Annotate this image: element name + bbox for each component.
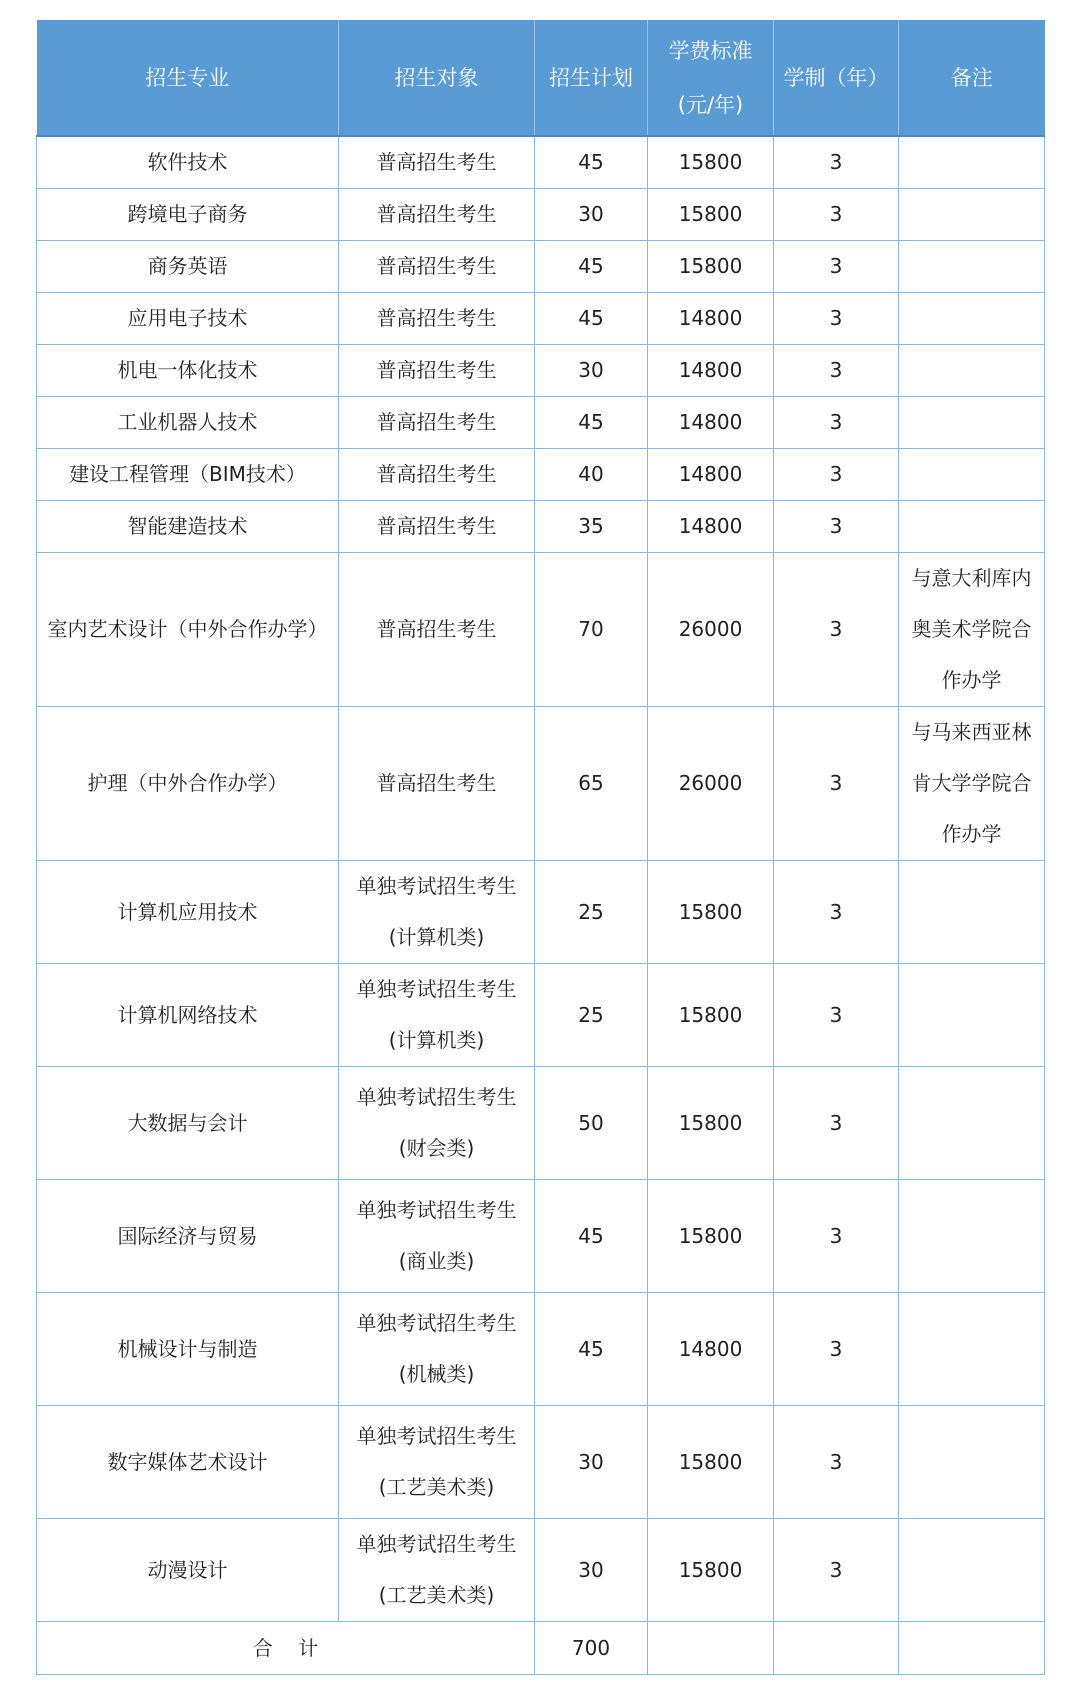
remark-line: 作办学 <box>941 668 1002 692</box>
target-cell <box>339 293 535 345</box>
header-plan: 招生计划 <box>535 20 648 136</box>
plan-cell: 50 <box>535 1067 648 1180</box>
plan-cell: 45 <box>535 136 648 189</box>
fee-cell: 15800 <box>648 861 774 964</box>
table-row <box>37 397 1045 449</box>
remark-line: 奥美术学院合 <box>911 617 1032 641</box>
target-line: 普高招生考生 <box>376 462 497 486</box>
total-label: 合 计 <box>37 1622 535 1675</box>
remark-cell <box>899 707 1045 861</box>
header-row <box>37 20 1045 136</box>
target-line: 单独考试招生考生 <box>356 977 517 1001</box>
fee-cell: 26000 <box>648 707 774 861</box>
target-cell <box>339 707 535 861</box>
header-fee-line2: (元/年) <box>677 92 744 117</box>
table-row <box>37 1067 1045 1180</box>
target-line: (计算机类) <box>388 925 485 949</box>
duration-cell: 3 <box>774 964 899 1067</box>
table-row <box>37 293 1045 345</box>
fee-cell: 26000 <box>648 553 774 707</box>
duration-cell: 3 <box>774 1180 899 1293</box>
plan-cell: 70 <box>535 553 648 707</box>
plan-cell: 45 <box>535 293 648 345</box>
plan-cell: 25 <box>535 861 648 964</box>
fee-cell: 15800 <box>648 1180 774 1293</box>
table-row <box>37 1293 1045 1406</box>
target-line: 普高招生考生 <box>376 150 497 174</box>
target-cell <box>339 1406 535 1519</box>
duration-cell: 3 <box>774 1067 899 1180</box>
target-line: 单独考试招生考生 <box>356 1532 517 1556</box>
header-remark: 备注 <box>899 20 1045 136</box>
remark-cell <box>899 1293 1045 1406</box>
duration-cell: 3 <box>774 189 899 241</box>
target-cell <box>339 1519 535 1622</box>
major-cell: 应用电子技术 <box>37 293 339 345</box>
plan-cell: 40 <box>535 449 648 501</box>
fee-cell: 14800 <box>648 397 774 449</box>
duration-cell: 3 <box>774 1406 899 1519</box>
remark-line: 与马来西亚林 <box>911 720 1032 744</box>
remark-cell <box>899 1180 1045 1293</box>
remark-cell <box>899 501 1045 553</box>
target-line: 普高招生考生 <box>376 306 497 330</box>
major-cell: 机电一体化技术 <box>37 345 339 397</box>
major-cell: 室内艺术设计（中外合作办学） <box>37 553 339 707</box>
fee-cell: 14800 <box>648 345 774 397</box>
fee-cell: 15800 <box>648 189 774 241</box>
total-remark <box>899 1622 1045 1675</box>
duration-cell: 3 <box>774 345 899 397</box>
fee-cell: 14800 <box>648 293 774 345</box>
target-line: 普高招生考生 <box>376 514 497 538</box>
target-line: 普高招生考生 <box>376 358 497 382</box>
target-cell <box>339 397 535 449</box>
header-fee-line1: 学费标准 <box>668 38 753 63</box>
target-cell <box>339 553 535 707</box>
target-cell <box>339 1067 535 1180</box>
target-cell <box>339 241 535 293</box>
major-cell: 智能建造技术 <box>37 501 339 553</box>
table-row <box>37 449 1045 501</box>
target-line: (商业类) <box>398 1249 475 1273</box>
table-row <box>37 553 1045 707</box>
target-cell <box>339 449 535 501</box>
target-cell <box>339 1293 535 1406</box>
plan-cell: 30 <box>535 1406 648 1519</box>
remark-cell <box>899 964 1045 1067</box>
total-fee <box>648 1622 774 1675</box>
table-row <box>37 1406 1045 1519</box>
target-line: 普高招生考生 <box>376 410 497 434</box>
target-line: 普高招生考生 <box>376 202 497 226</box>
target-line: 单独考试招生考生 <box>356 1311 517 1335</box>
plan-cell: 30 <box>535 189 648 241</box>
target-line: (机械类) <box>398 1362 475 1386</box>
remark-cell <box>899 1519 1045 1622</box>
fee-cell: 14800 <box>648 1293 774 1406</box>
table-row <box>37 707 1045 861</box>
fee-cell: 14800 <box>648 449 774 501</box>
major-cell: 护理（中外合作办学） <box>37 707 339 861</box>
major-cell: 建设工程管理（BIM技术） <box>37 449 339 501</box>
table-row <box>37 189 1045 241</box>
remark-cell <box>899 1067 1045 1180</box>
remark-cell <box>899 241 1045 293</box>
major-cell: 跨境电子商务 <box>37 189 339 241</box>
target-cell <box>339 189 535 241</box>
remark-cell <box>899 861 1045 964</box>
major-cell: 动漫设计 <box>37 1519 339 1622</box>
table-row <box>37 345 1045 397</box>
major-cell: 国际经济与贸易 <box>37 1180 339 1293</box>
target-line: 单独考试招生考生 <box>356 1085 517 1109</box>
target-cell <box>339 861 535 964</box>
duration-cell: 3 <box>774 1293 899 1406</box>
target-line: (财会类) <box>398 1136 475 1160</box>
fee-cell: 15800 <box>648 1519 774 1622</box>
remark-line: 作办学 <box>941 822 1002 846</box>
major-cell: 软件技术 <box>37 136 339 189</box>
fee-cell: 15800 <box>648 964 774 1067</box>
remark-cell <box>899 136 1045 189</box>
fee-cell: 15800 <box>648 1067 774 1180</box>
fee-cell: 15800 <box>648 241 774 293</box>
remark-cell <box>899 397 1045 449</box>
duration-cell: 3 <box>774 553 899 707</box>
major-cell: 工业机器人技术 <box>37 397 339 449</box>
target-cell <box>339 964 535 1067</box>
header-target: 招生对象 <box>339 20 535 136</box>
table-row <box>37 1180 1045 1293</box>
duration-cell: 3 <box>774 293 899 345</box>
plan-cell: 45 <box>535 397 648 449</box>
target-line: 普高招生考生 <box>376 617 497 641</box>
plan-cell: 45 <box>535 1180 648 1293</box>
header-duration: 学制（年） <box>774 20 899 136</box>
remark-cell <box>899 449 1045 501</box>
total-row <box>37 1622 1045 1675</box>
target-cell <box>339 345 535 397</box>
table-row <box>37 501 1045 553</box>
target-cell <box>339 136 535 189</box>
target-line: (计算机类) <box>388 1028 485 1052</box>
duration-cell: 3 <box>774 241 899 293</box>
plan-cell: 45 <box>535 241 648 293</box>
major-cell: 商务英语 <box>37 241 339 293</box>
duration-cell: 3 <box>774 397 899 449</box>
target-line: 单独考试招生考生 <box>356 1424 517 1448</box>
header-fee <box>648 20 774 136</box>
table-row <box>37 136 1045 189</box>
remark-line: 与意大利库内 <box>911 566 1032 590</box>
table-row <box>37 964 1045 1067</box>
duration-cell: 3 <box>774 501 899 553</box>
admissions-table <box>36 20 1045 1675</box>
remark-cell <box>899 345 1045 397</box>
total-duration <box>774 1622 899 1675</box>
major-cell: 数字媒体艺术设计 <box>37 1406 339 1519</box>
target-line: (工艺美术类) <box>378 1583 495 1607</box>
target-line: 普高招生考生 <box>376 254 497 278</box>
table-row <box>37 241 1045 293</box>
target-line: 单独考试招生考生 <box>356 1198 517 1222</box>
major-cell: 机械设计与制造 <box>37 1293 339 1406</box>
target-cell <box>339 1180 535 1293</box>
total-plan: 700 <box>535 1622 648 1675</box>
remark-cell <box>899 553 1045 707</box>
major-cell: 计算机应用技术 <box>37 861 339 964</box>
plan-cell: 65 <box>535 707 648 861</box>
plan-cell: 30 <box>535 1519 648 1622</box>
duration-cell: 3 <box>774 449 899 501</box>
plan-cell: 25 <box>535 964 648 1067</box>
target-cell <box>339 501 535 553</box>
remark-cell <box>899 293 1045 345</box>
fee-cell: 14800 <box>648 501 774 553</box>
table-row <box>37 861 1045 964</box>
target-line: 单独考试招生考生 <box>356 874 517 898</box>
remark-cell <box>899 189 1045 241</box>
table-row <box>37 1519 1045 1622</box>
remark-cell <box>899 1406 1045 1519</box>
major-cell: 大数据与会计 <box>37 1067 339 1180</box>
duration-cell: 3 <box>774 1519 899 1622</box>
remark-line: 肯大学学院合 <box>911 771 1032 795</box>
target-line: 普高招生考生 <box>376 771 497 795</box>
major-cell: 计算机网络技术 <box>37 964 339 1067</box>
plan-cell: 35 <box>535 501 648 553</box>
plan-cell: 30 <box>535 345 648 397</box>
header-major: 招生专业 <box>37 20 339 136</box>
duration-cell: 3 <box>774 136 899 189</box>
duration-cell: 3 <box>774 707 899 861</box>
fee-cell: 15800 <box>648 1406 774 1519</box>
target-line: (工艺美术类) <box>378 1475 495 1499</box>
duration-cell: 3 <box>774 861 899 964</box>
fee-cell: 15800 <box>648 136 774 189</box>
plan-cell: 45 <box>535 1293 648 1406</box>
